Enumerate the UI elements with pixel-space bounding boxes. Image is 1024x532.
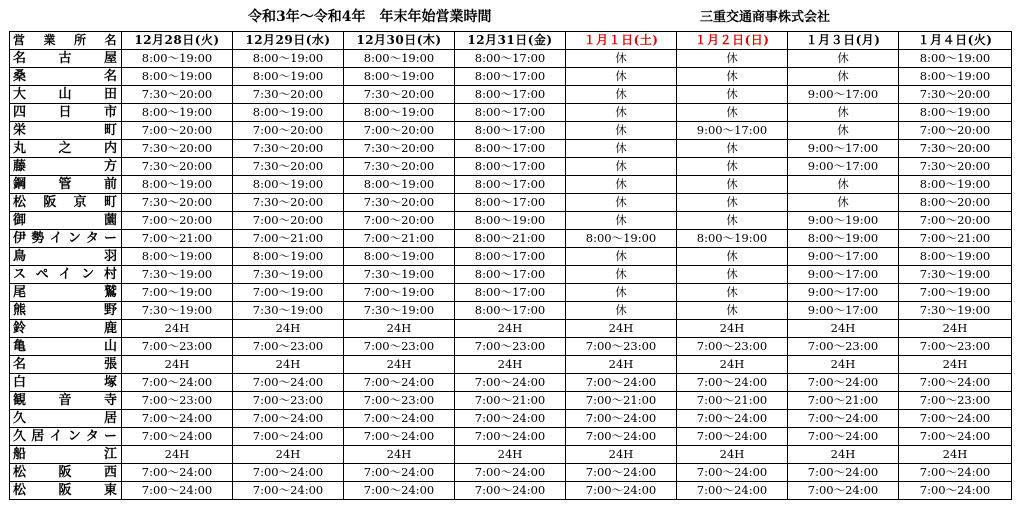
hours-cell: 7:00～24:00 (233, 428, 344, 446)
day-header: 12月29日(水) (233, 32, 344, 50)
hours-cell: 休 (566, 248, 677, 266)
office-name: 亀山 (10, 338, 122, 356)
hours-cell: 8:00～19:00 (344, 104, 455, 122)
hours-cell: 休 (788, 68, 899, 86)
table-row (10, 86, 1012, 104)
hours-cell: 7:00～24:00 (788, 464, 899, 482)
hours-cell: 9:00～17:00 (788, 248, 899, 266)
hours-cell: 8:00～19:00 (899, 68, 1012, 86)
table-row (10, 392, 1012, 410)
hours-cell: 休 (677, 194, 788, 212)
hours-cell: 休 (566, 176, 677, 194)
hours-cell: 7:00～21:00 (566, 392, 677, 410)
hours-cell: 7:30～19:00 (899, 302, 1012, 320)
hours-cell: 7:00～20:00 (344, 212, 455, 230)
hours-cell: 休 (566, 284, 677, 302)
hours-cell: 9:00～17:00 (788, 284, 899, 302)
hours-cell: 7:00～24:00 (788, 374, 899, 392)
hours-cell: 8:00～21:00 (455, 230, 566, 248)
table-row (10, 464, 1012, 482)
hours-cell: 休 (677, 176, 788, 194)
hours-cell: 休 (677, 212, 788, 230)
hours-cell: 7:00～24:00 (233, 374, 344, 392)
hours-cell: 7:00～24:00 (122, 482, 233, 500)
hours-cell: 24H (344, 356, 455, 374)
office-name: 松阪西 (10, 464, 122, 482)
hours-cell: 休 (788, 50, 899, 68)
hours-cell: 8:00～19:00 (233, 104, 344, 122)
hours-cell: 7:00～23:00 (899, 392, 1012, 410)
hours-cell: 7:30～19:00 (344, 266, 455, 284)
hours-cell: 7:00～23:00 (233, 338, 344, 356)
table-row (10, 248, 1012, 266)
hours-cell: 休 (677, 86, 788, 104)
office-name: 白塚 (10, 374, 122, 392)
hours-cell: 8:00～17:00 (455, 194, 566, 212)
hours-cell: 8:00～17:00 (455, 104, 566, 122)
hours-cell: 8:00～19:00 (233, 248, 344, 266)
office-name: 鳥羽 (10, 248, 122, 266)
table-row (10, 68, 1012, 86)
hours-cell: 24H (233, 356, 344, 374)
hours-cell: 7:00～20:00 (233, 122, 344, 140)
hours-cell: 7:00～20:00 (122, 122, 233, 140)
hours-cell: 7:00～24:00 (233, 464, 344, 482)
table-row (10, 266, 1012, 284)
hours-cell: 7:00～21:00 (455, 392, 566, 410)
hours-cell: 8:00～17:00 (455, 122, 566, 140)
hours-cell: 7:30～19:00 (122, 266, 233, 284)
table-row (10, 356, 1012, 374)
table-row (10, 194, 1012, 212)
hours-cell: 8:00～17:00 (455, 86, 566, 104)
day-header: １月３日(月) (788, 32, 899, 50)
hours-cell: 7:00～23:00 (788, 338, 899, 356)
hours-cell: 7:00～24:00 (899, 374, 1012, 392)
office-name: 大山田 (10, 86, 122, 104)
table-row (10, 374, 1012, 392)
hours-cell: 24H (233, 446, 344, 464)
hours-cell: 7:30～20:00 (233, 140, 344, 158)
table-row (10, 122, 1012, 140)
hours-cell: 7:00～24:00 (233, 482, 344, 500)
hours-cell: 7:00～21:00 (677, 392, 788, 410)
hours-cell: 7:30～19:00 (233, 266, 344, 284)
hours-cell: 7:30～20:00 (899, 140, 1012, 158)
hours-cell: 8:00～19:00 (344, 50, 455, 68)
office-name: 観音寺 (10, 392, 122, 410)
hours-cell: 8:00～17:00 (455, 50, 566, 68)
hours-cell: 9:00～17:00 (788, 140, 899, 158)
hours-cell: 休 (566, 194, 677, 212)
office-name: 名張 (10, 356, 122, 374)
hours-cell: 休 (677, 266, 788, 284)
table-row (10, 428, 1012, 446)
hours-cell: 24H (788, 446, 899, 464)
hours-cell: 8:00～19:00 (233, 176, 344, 194)
hours-cell: 7:30～20:00 (233, 158, 344, 176)
hours-cell: 24H (899, 446, 1012, 464)
hours-cell: 7:00～24:00 (566, 374, 677, 392)
hours-cell: 休 (788, 176, 899, 194)
hours-cell: 休 (566, 140, 677, 158)
hours-cell: 7:30～20:00 (122, 86, 233, 104)
day-header: 12月30日(木) (344, 32, 455, 50)
table-row (10, 302, 1012, 320)
hours-cell: 7:00～24:00 (344, 464, 455, 482)
office-name: 伊勢インター (10, 230, 122, 248)
table-row (10, 176, 1012, 194)
hours-cell: 9:00～17:00 (677, 122, 788, 140)
day-header: 12月31日(金) (455, 32, 566, 50)
table-row (10, 338, 1012, 356)
hours-cell: 8:00～19:00 (122, 104, 233, 122)
hours-cell: 休 (677, 158, 788, 176)
hours-cell: 7:00～21:00 (233, 230, 344, 248)
hours-cell: 24H (899, 320, 1012, 338)
hours-cell: 休 (677, 68, 788, 86)
hours-cell: 休 (566, 50, 677, 68)
hours-cell: 24H (566, 446, 677, 464)
hours-cell: 24H (788, 356, 899, 374)
hours-cell: 24H (122, 356, 233, 374)
hours-cell: 24H (788, 320, 899, 338)
hours-cell: 8:00～19:00 (344, 68, 455, 86)
hours-cell: 8:00～19:00 (122, 50, 233, 68)
hours-cell: 7:00～24:00 (677, 464, 788, 482)
hours-cell: 7:00～24:00 (344, 482, 455, 500)
hours-cell: 休 (677, 248, 788, 266)
hours-cell: 24H (344, 446, 455, 464)
hours-cell: 24H (566, 356, 677, 374)
hours-cell: 9:00～17:00 (788, 86, 899, 104)
hours-cell: 7:00～19:00 (233, 284, 344, 302)
office-name: 桑名 (10, 68, 122, 86)
hours-cell: 8:00～17:00 (455, 248, 566, 266)
table-row (10, 446, 1012, 464)
hours-cell: 7:00～24:00 (233, 410, 344, 428)
office-name: 鋼管前 (10, 176, 122, 194)
hours-cell: 休 (566, 158, 677, 176)
hours-cell: 休 (677, 50, 788, 68)
hours-cell: 7:00～19:00 (122, 284, 233, 302)
hours-cell: 7:00～19:00 (344, 284, 455, 302)
office-name: 船江 (10, 446, 122, 464)
hours-cell: 7:00～23:00 (122, 338, 233, 356)
hours-cell: 7:00～24:00 (566, 464, 677, 482)
hours-cell: 休 (788, 194, 899, 212)
table-row (10, 50, 1012, 68)
office-name: 久居インター (10, 428, 122, 446)
hours-cell: 8:00～17:00 (455, 176, 566, 194)
hours-cell: 8:00～19:00 (122, 68, 233, 86)
hours-cell: 休 (566, 266, 677, 284)
hours-cell: 7:00～24:00 (566, 482, 677, 500)
hours-cell: 7:00～24:00 (566, 428, 677, 446)
hours-cell: 7:00～23:00 (122, 392, 233, 410)
office-name: 丸之内 (10, 140, 122, 158)
office-name: 鈴鹿 (10, 320, 122, 338)
hours-cell: 7:00～24:00 (122, 410, 233, 428)
table-row (10, 140, 1012, 158)
hours-cell: 8:00～17:00 (455, 266, 566, 284)
hours-cell: 7:30～20:00 (122, 194, 233, 212)
hours-cell: 休 (566, 122, 677, 140)
table-row (10, 482, 1012, 500)
hours-cell: 8:00～19:00 (899, 176, 1012, 194)
day-header: １月２日(日) (677, 32, 788, 50)
hours-cell: 7:00～24:00 (899, 410, 1012, 428)
hours-table (9, 31, 1012, 500)
hours-cell: 7:00～24:00 (899, 482, 1012, 500)
hours-cell: 8:00～19:00 (899, 248, 1012, 266)
hours-cell: 24H (455, 446, 566, 464)
hours-cell: 24H (677, 446, 788, 464)
hours-cell: 7:00～21:00 (344, 230, 455, 248)
hours-cell: 7:00～24:00 (344, 428, 455, 446)
hours-cell: 8:00～17:00 (455, 158, 566, 176)
hours-cell: 7:00～24:00 (344, 374, 455, 392)
hours-cell: 7:00～24:00 (788, 428, 899, 446)
hours-cell: 休 (566, 68, 677, 86)
hours-cell: 8:00～19:00 (677, 230, 788, 248)
table-row (10, 158, 1012, 176)
hours-cell: 7:00～24:00 (122, 464, 233, 482)
hours-cell: 8:00～19:00 (566, 230, 677, 248)
hours-cell: 7:00～24:00 (566, 410, 677, 428)
hours-cell: 8:00～19:00 (899, 104, 1012, 122)
hours-cell: 8:00～19:00 (344, 176, 455, 194)
hours-cell: 7:00～24:00 (677, 374, 788, 392)
hours-cell: 8:00～20:00 (899, 194, 1012, 212)
hours-cell: 7:00～23:00 (455, 338, 566, 356)
hours-cell: 7:00～24:00 (455, 410, 566, 428)
hours-cell: 9:00～17:00 (788, 266, 899, 284)
hours-cell: 7:00～23:00 (344, 392, 455, 410)
hours-cell: 7:30～20:00 (122, 140, 233, 158)
hours-cell: 7:00～24:00 (677, 482, 788, 500)
hours-cell: 7:00～24:00 (122, 428, 233, 446)
hours-cell: 7:30～19:00 (899, 266, 1012, 284)
hours-cell: 8:00～17:00 (455, 284, 566, 302)
hours-cell: 24H (677, 356, 788, 374)
hours-cell: 7:00～19:00 (899, 284, 1012, 302)
hours-cell: 7:30～19:00 (122, 302, 233, 320)
hours-cell: 9:00～17:00 (788, 158, 899, 176)
hours-cell: 休 (677, 284, 788, 302)
office-name: 御薗 (10, 212, 122, 230)
hours-cell: 休 (566, 86, 677, 104)
table-body (10, 50, 1012, 500)
hours-cell: 休 (677, 104, 788, 122)
office-header: 営 業 所 名 (10, 32, 122, 50)
hours-cell: 7:00～20:00 (233, 212, 344, 230)
table-row (10, 320, 1012, 338)
hours-cell: 7:30～20:00 (233, 86, 344, 104)
hours-cell: 7:30～20:00 (344, 86, 455, 104)
hours-cell: 7:30～20:00 (122, 158, 233, 176)
hours-cell: 7:00～20:00 (122, 212, 233, 230)
day-header: １月４日(火) (899, 32, 1012, 50)
office-name: 名古屋 (10, 50, 122, 68)
hours-cell: 8:00～17:00 (455, 302, 566, 320)
hours-cell: 8:00～19:00 (455, 212, 566, 230)
hours-cell: 7:00～24:00 (122, 374, 233, 392)
hours-cell: 8:00～19:00 (122, 176, 233, 194)
hours-cell: 7:00～23:00 (899, 338, 1012, 356)
hours-cell: 7:00～23:00 (344, 338, 455, 356)
company-name: 三重交通商事株式会社 (700, 10, 831, 25)
office-name: 熊野 (10, 302, 122, 320)
hours-cell: 7:00～24:00 (677, 410, 788, 428)
hours-cell: 7:30～20:00 (899, 86, 1012, 104)
hours-cell: 7:00～20:00 (899, 212, 1012, 230)
hours-cell: 7:00～24:00 (455, 482, 566, 500)
hours-cell: 9:00～17:00 (788, 302, 899, 320)
hours-cell: 7:00～24:00 (899, 428, 1012, 446)
hours-cell: 7:00～23:00 (677, 338, 788, 356)
hours-cell: 休 (677, 140, 788, 158)
hours-cell: 休 (788, 122, 899, 140)
office-name: 松阪東 (10, 482, 122, 500)
hours-cell: 7:00～21:00 (122, 230, 233, 248)
hours-cell: 24H (899, 356, 1012, 374)
office-name: 尾鷲 (10, 284, 122, 302)
hours-cell: 7:30～19:00 (344, 302, 455, 320)
hours-cell: 24H (566, 320, 677, 338)
hours-cell: 8:00～19:00 (899, 50, 1012, 68)
document-title: 令和3年～令和4年 年末年始営業時間 (248, 9, 492, 25)
hours-cell: 休 (788, 104, 899, 122)
office-name: 久居 (10, 410, 122, 428)
hours-cell: 7:00～24:00 (455, 464, 566, 482)
table-row (10, 230, 1012, 248)
table-row (10, 212, 1012, 230)
office-name: 藤方 (10, 158, 122, 176)
hours-cell: 7:00～24:00 (899, 464, 1012, 482)
table-row (10, 104, 1012, 122)
office-name: 松阪京町 (10, 194, 122, 212)
hours-cell: 8:00～19:00 (344, 248, 455, 266)
day-header: １月１日(土) (566, 32, 677, 50)
hours-cell: 7:30～20:00 (344, 158, 455, 176)
hours-cell: 7:30～20:00 (233, 194, 344, 212)
office-name: スペイン村 (10, 266, 122, 284)
table-row (10, 410, 1012, 428)
hours-cell: 8:00～19:00 (788, 230, 899, 248)
hours-cell: 7:00～24:00 (788, 482, 899, 500)
hours-cell: 9:00～19:00 (788, 212, 899, 230)
hours-cell: 7:30～20:00 (899, 158, 1012, 176)
office-name: 栄町 (10, 122, 122, 140)
hours-cell: 24H (233, 320, 344, 338)
hours-cell: 7:00～20:00 (344, 122, 455, 140)
hours-cell: 7:00～23:00 (233, 392, 344, 410)
hours-cell: 休 (566, 302, 677, 320)
hours-cell: 休 (566, 104, 677, 122)
hours-cell: 休 (566, 212, 677, 230)
hours-cell: 7:30～19:00 (233, 302, 344, 320)
hours-cell: 7:00～24:00 (677, 428, 788, 446)
hours-cell: 7:00～21:00 (899, 230, 1012, 248)
hours-cell: 8:00～17:00 (455, 68, 566, 86)
hours-cell: 8:00～19:00 (233, 68, 344, 86)
hours-cell: 7:00～20:00 (899, 122, 1012, 140)
hours-cell: 24H (455, 356, 566, 374)
hours-cell: 7:00～24:00 (344, 410, 455, 428)
hours-cell: 7:30～20:00 (344, 140, 455, 158)
office-name: 四日市 (10, 104, 122, 122)
table-row (10, 284, 1012, 302)
day-header: 12月28日(火) (122, 32, 233, 50)
hours-cell: 8:00～19:00 (122, 248, 233, 266)
hours-cell: 8:00～17:00 (455, 140, 566, 158)
hours-cell: 7:00～24:00 (788, 410, 899, 428)
hours-cell: 24H (122, 320, 233, 338)
hours-cell: 24H (455, 320, 566, 338)
hours-cell: 7:00～24:00 (455, 374, 566, 392)
hours-cell: 7:00～23:00 (566, 338, 677, 356)
hours-cell: 24H (344, 320, 455, 338)
hours-cell: 8:00～19:00 (233, 50, 344, 68)
header-row (10, 32, 1012, 50)
hours-cell: 7:00～21:00 (788, 392, 899, 410)
hours-cell: 休 (677, 302, 788, 320)
hours-cell: 7:30～20:00 (344, 194, 455, 212)
hours-cell: 24H (677, 320, 788, 338)
hours-cell: 24H (122, 446, 233, 464)
hours-cell: 7:00～24:00 (455, 428, 566, 446)
